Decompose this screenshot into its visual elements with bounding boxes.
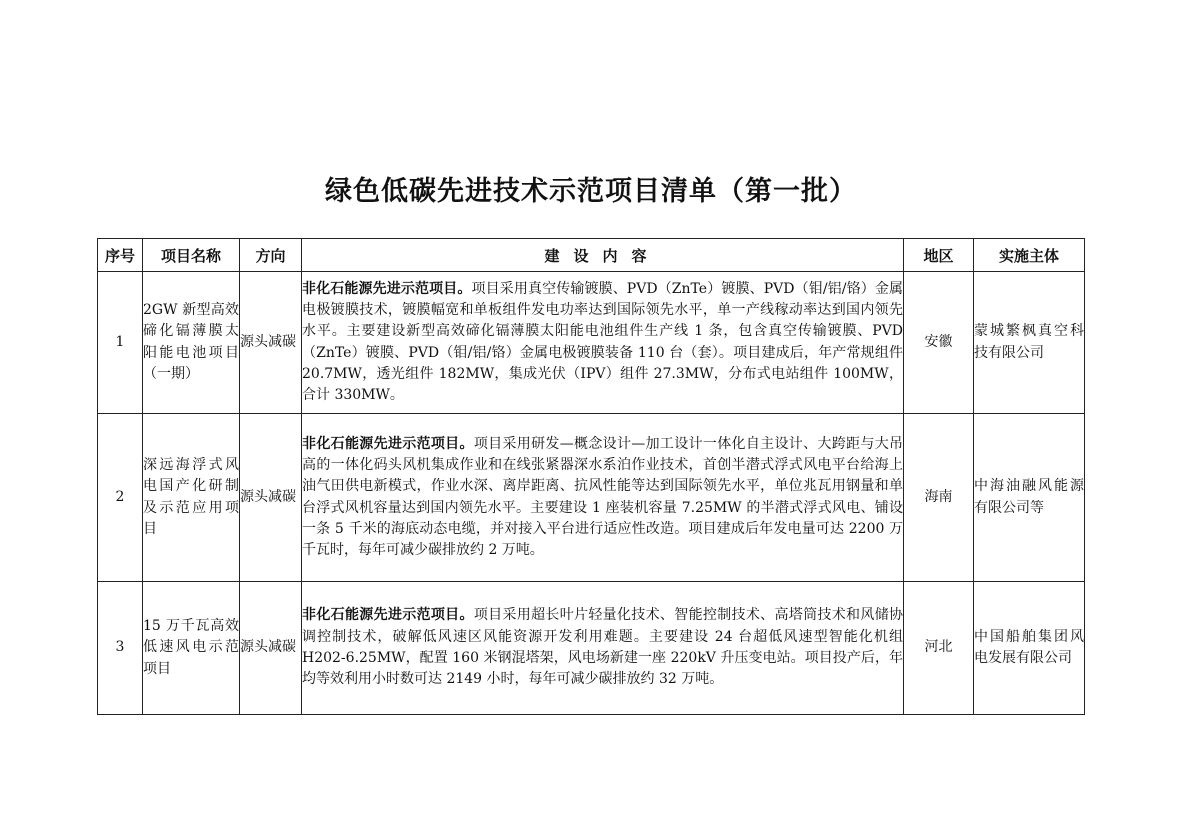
cell-name: 2GW 新型高效碲化镉薄膜太阳能电池项目（一期） [143, 272, 240, 414]
cell-content [302, 414, 904, 582]
cell-seq: 3 [98, 582, 143, 715]
cell-region: 河北 [904, 582, 974, 715]
table-header-row [98, 239, 1085, 272]
header-org: 实施主体 [974, 239, 1085, 272]
cell-direction: 源头减碳 [240, 272, 302, 414]
table-row [98, 272, 1085, 414]
cell-seq: 1 [98, 272, 143, 414]
content-lead: 非化石能源先进示范项目。 [302, 607, 474, 624]
header-direction: 方向 [240, 239, 302, 272]
table-row [98, 414, 1085, 582]
page-title: 绿色低碳先进技术示范项目清单（第一批） [325, 176, 857, 207]
cell-org: 中国船舶集团风电发展有限公司 [974, 582, 1085, 715]
content-text: 项目采用真空传输镀膜、PVD（ZnTe）镀膜、PVD（钼/铝/铬）金属电极镀膜技术，镀膜幅宽和单板组件发电功率达到国际领先水平，单一产线稼动率达到国内领先水平。主要建设新型高效碲化镉薄膜太阳能电池组件生产线 1 条，包含真空传输镀膜、PVD（ZnTe）镀膜、PVD（钼/铝/铬）金属电极镀膜装备 110 台（套）。项目建成后，年产常规组件 20.7MW，透光组件 182MW，集成光伏（IPV）组件 27.3MW，分布式电站组件 100MW，合计 330MW。 [302, 280, 903, 404]
cell-direction: 源头减碳 [240, 414, 302, 582]
header-content: 建设内容 [302, 239, 904, 272]
content-lead: 非化石能源先进示范项目。 [302, 435, 474, 452]
header-name: 项目名称 [143, 239, 240, 272]
content-text: 项目采用超长叶片轻量化技术、智能控制技术、高塔筒技术和风储协调控制技术，破解低风速区风能资源开发利用难题。主要建设 24 台超低风速型智能化机组 H202-6.25MW，配置 160 米钢混塔架，风电场新建一座 220kV 升压变电站。项目投产后，年均等效利用小时数可达 2149 小时，每年可减少碳排放约 32 万吨。 [302, 607, 904, 688]
cell-region: 安徽 [904, 272, 974, 414]
cell-content [302, 272, 904, 414]
cell-direction: 源头减碳 [240, 582, 302, 715]
cell-org: 蒙城繁枫真空科技有限公司 [974, 272, 1085, 414]
table-row [98, 582, 1085, 715]
cell-name: 15 万千瓦高效低速风电示范项目 [143, 582, 240, 715]
cell-seq: 2 [98, 414, 143, 582]
cell-region: 海南 [904, 414, 974, 582]
content-lead: 非化石能源先进示范项目。 [302, 280, 472, 297]
header-seq: 序号 [98, 239, 143, 272]
header-region: 地区 [904, 239, 974, 272]
cell-name: 深远海浮式风电国产化研制及示范应用项目 [143, 414, 240, 582]
cell-content [302, 582, 904, 715]
project-table [97, 238, 1085, 715]
cell-org: 中海油融风能源有限公司等 [974, 414, 1085, 582]
content-text: 项目采用研发—概念设计—加工设计一体化自主设计、大跨距与大吊高的一体化码头风机集成作业和在线张紧器深水系泊作业技术，首创半潜式浮式风电平台给海上油气田供电新模式，作业水深、离岸距离、抗风性能等达到国际领先水平，单位兆瓦用钢量和单台浮式风机容量达到国内领先水平。主要建设 1 座装机容量 7.25MW 的半潜式浮式风电、铺设一条 5 千米的海底动态电缆，并对接入平台进行适应性改造。项目建成后年发电量可达 2200 万千瓦时，每年可减少碳排放约 2 万吨。 [302, 435, 904, 559]
